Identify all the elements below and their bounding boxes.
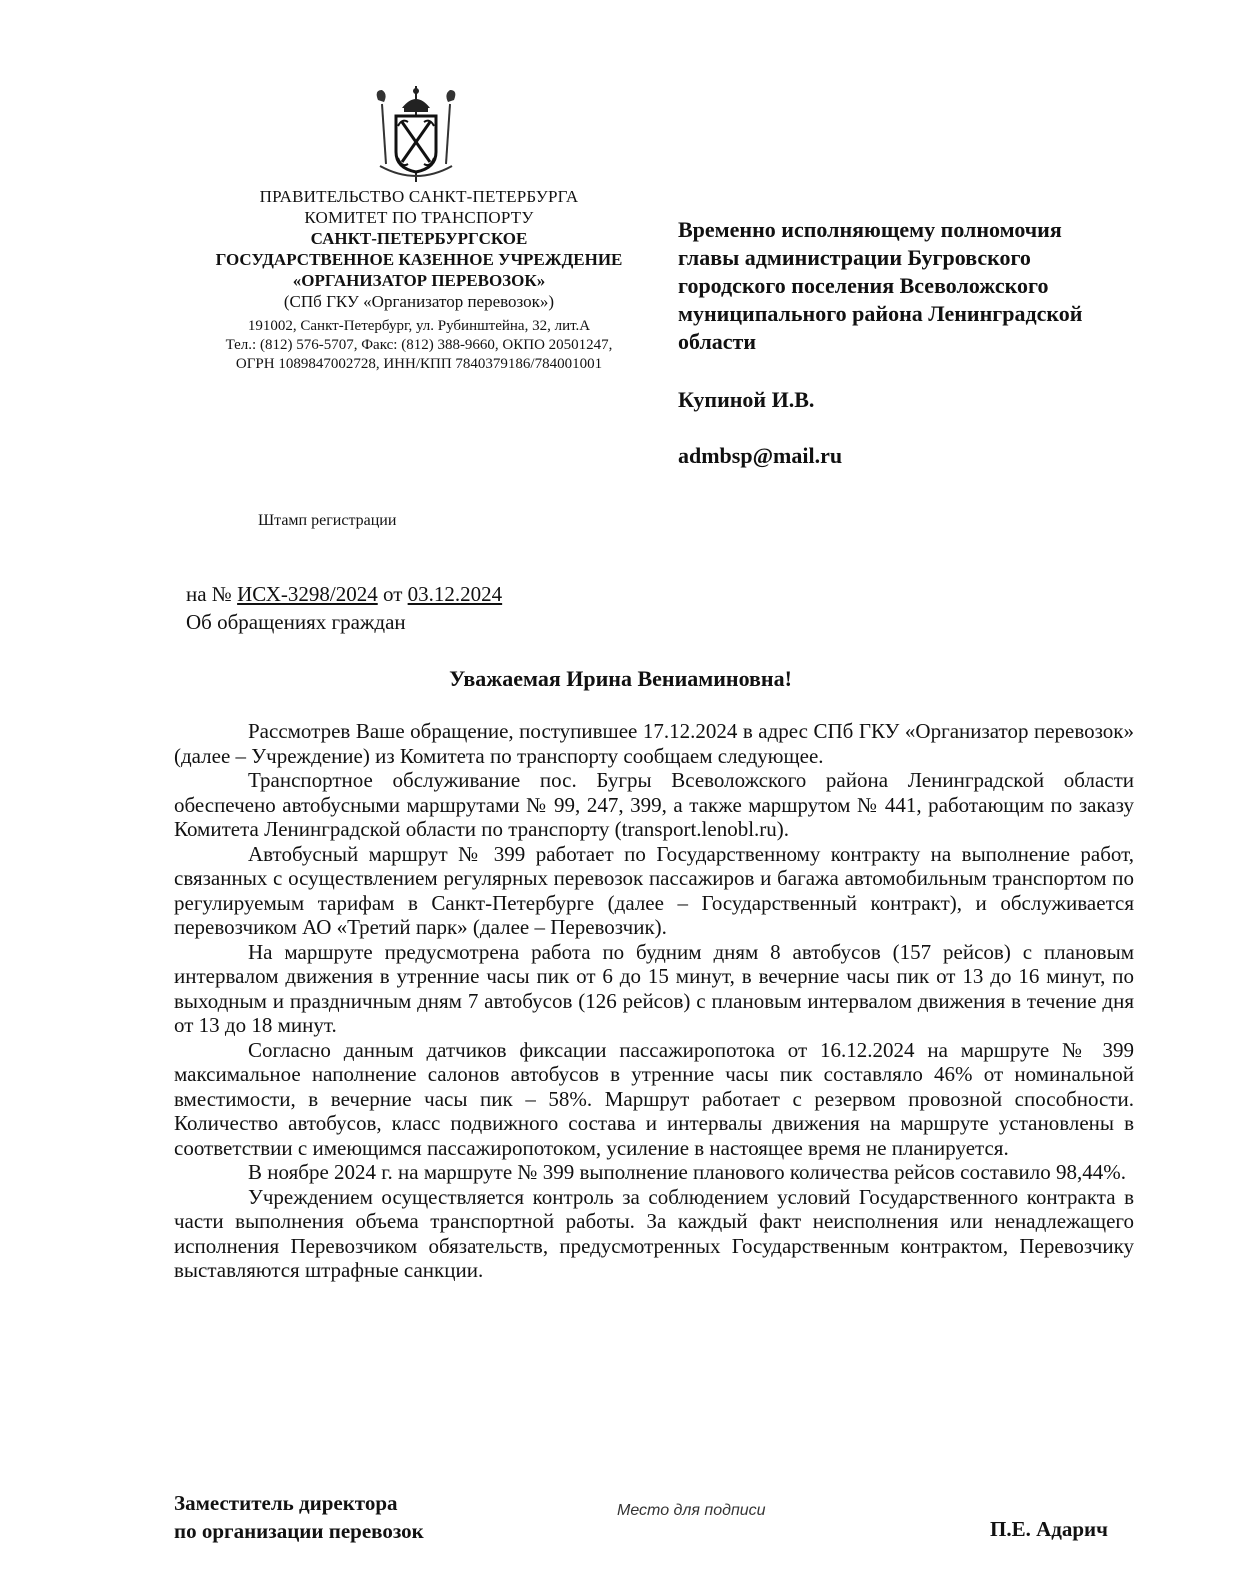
reference-subject: Об обращениях граждан: [186, 610, 406, 634]
reference-from: от: [382, 582, 403, 606]
reference-date: 03.12.2024: [407, 582, 503, 606]
reference-number: ИСХ-3298/2024: [237, 582, 378, 606]
header-org-line2: ГОСУДАРСТВЕННОЕ КАЗЕННОЕ УЧРЕЖДЕНИЕ: [215, 250, 623, 269]
addressee-name: Купиной И.В.: [678, 387, 815, 412]
body-paragraph: На маршруте предусмотрена работа по будним дням 8 автобусов (157 рейсов) с плановым интервалом движения в утренние часы пик от 6 до 15 минут, в вечерние часы пик от 13 до 16 минут, по выходным и праздничным дням 7 автобусов (126 рейсов) с плановым интервалом движения в течение дня от 13 до 18 минут.: [174, 939, 1134, 1037]
addressee-email[interactable]: admbsp@mail.ru: [678, 443, 843, 468]
addressee-block: [678, 216, 1148, 356]
body-paragraph: Рассмотрев Ваше обращение, поступившее 17.12.2024 в адрес СПб ГКУ «Организатор перевозок» (далее – Учреждение) из Комитета по транспорту сообщаем следующее.: [174, 719, 1134, 768]
header-org-line1: САНКТ-ПЕТЕРБУРГСКОЕ: [310, 229, 528, 248]
reference-prefix: на №: [186, 582, 232, 606]
addressee-line: области: [678, 329, 757, 354]
coat-of-arms-emblem: [372, 86, 460, 186]
header-address: 191002, Санкт-Петербург, ул. Рубинштейна, 32, лит.А: [247, 318, 591, 334]
header-org-short: (СПб ГКУ «Организатор перевозок»): [283, 292, 555, 311]
signer-position-line: Заместитель директора: [174, 1491, 398, 1515]
addressee-line: муниципального района Ленинградской: [678, 301, 1083, 326]
header-committee: КОМИТЕТ ПО ТРАНСПОРТУ: [304, 208, 534, 227]
header-government: ПРАВИТЕЛЬСТВО САНКТ-ПЕТЕРБУРГА: [259, 187, 579, 206]
signature-place: Место для подписи: [617, 1502, 766, 1519]
body-paragraph: В ноябре 2024 г. на маршруте № 399 выполнение планового количества рейсов составило 98,44%.: [248, 1160, 1126, 1184]
reference-line: [186, 580, 502, 608]
sender-block: [180, 186, 658, 374]
body-paragraph: Автобусный маршрут № 399 работает по Государственному контракту на выполнение работ, связанных с осуществлением регулярных перевозок пассажиров и багажа автомобильным транспортом по регулируемым тарифам в Санкт-Петербурге (далее – Государственный контракт), и обслуживается перевозчиком АО «Третий парк» (далее – Перевозчик).: [174, 841, 1134, 939]
header-phone: Тел.: (812) 576-5707, Факс: (812) 388-9660, ОКПО 20501247,: [225, 337, 613, 353]
body-paragraph: Учреждением осуществляется контроль за соблюдением условий Государственного контракта в части выполнения объема транспортной работы. За каждый факт неисполнения или ненадлежащего исполнения Перевозчиком обязательств, предусмотренных Государственным контрактом, Перевозчику выставляются штрафные санкции.: [174, 1184, 1134, 1282]
body-paragraph: Транспортное обслуживание пос. Бугры Всеволожского района Ленинградской области обеспечено автобусными маршрутами № 99, 247, 399, а также маршрутом № 441, работающим по заказу Комитета Ленинградской области по транспорту (transport.lenobl.ru).: [174, 768, 1134, 841]
addressee-line: Временно исполняющему полномочия: [678, 217, 1062, 242]
greeting: Уважаемая Ирина Вениаминовна!: [449, 666, 792, 691]
addressee-line: городского поселения Всеволожского: [678, 273, 1049, 298]
signer-name: П.Е. Адарич: [990, 1517, 1109, 1541]
signer-position-line: по организации перевозок: [174, 1519, 424, 1543]
body-paragraph: Согласно данным датчиков фиксации пассажиропотока от 16.12.2024 на маршруте № 399 максимальное наполнение салонов автобусов в утренние часы пик составляло 46% от номинальной вместимости, в вечерние часы пик – 58%. Маршрут работает с резервом провозной способности. Количество автобусов, класс подвижного состава и интервалы движения на маршруте установлены в соответствии с имеющимся пассажиропотоком, усиление в настоящее время не планируется.: [174, 1037, 1134, 1160]
letter-body: [174, 719, 1134, 1283]
header-org-line3: «ОРГАНИЗАТОР ПЕРЕВОЗОК»: [292, 271, 546, 290]
addressee-line: главы администрации Бугровского: [678, 245, 1031, 270]
header-registry: ОГРН 1089847002728, ИНН/КПП 7840379186/784001001: [235, 356, 603, 372]
signer-position: [174, 1489, 424, 1545]
registration-stamp-label: Штамп регистрации: [258, 512, 397, 529]
